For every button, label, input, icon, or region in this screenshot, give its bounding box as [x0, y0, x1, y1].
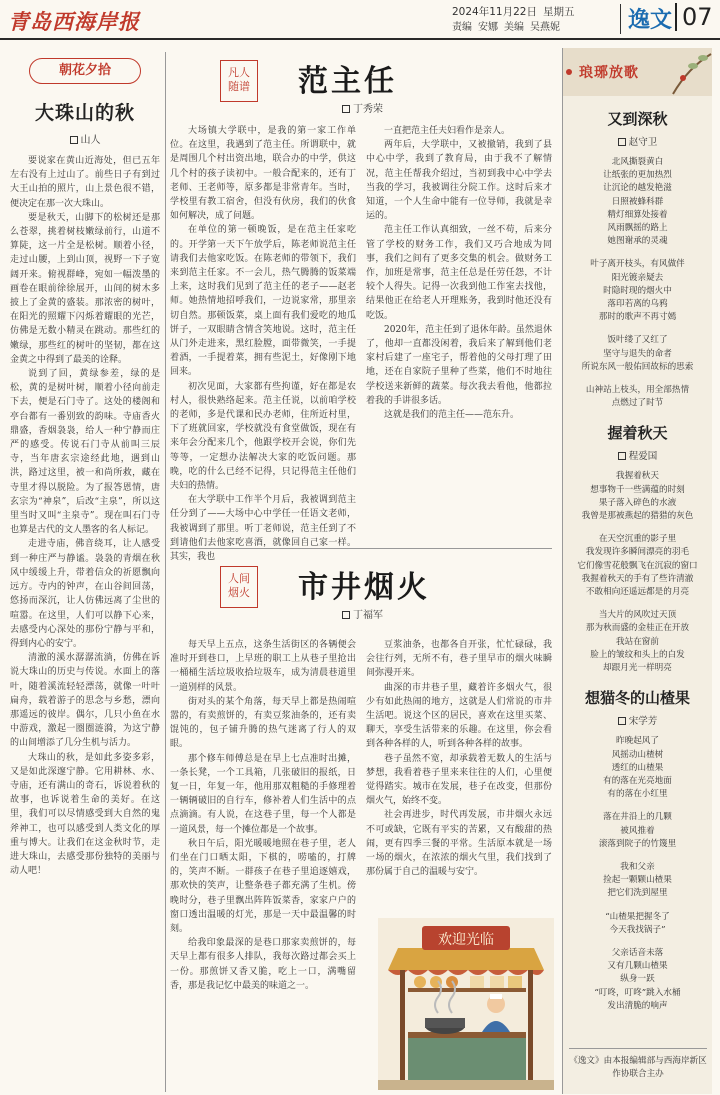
stanza: [569, 861, 706, 901]
byline-square-icon: [618, 717, 626, 725]
issue-info: [452, 5, 637, 35]
poem-line: 脸上的皱纹和头上的白发: [590, 649, 685, 660]
poem-line: 点燃过了时节: [611, 398, 664, 409]
left-column-essay: [10, 52, 160, 1084]
issue-weekday: 星期五: [542, 6, 575, 18]
poem-line: 坚守与退失的命者: [603, 348, 672, 359]
section-divider: [170, 548, 552, 549]
article-column-1: [170, 124, 356, 563]
paragraph: 要说家在黄山近海处，但已五年左右没有上过山了。前些日子有到过大王山拍的照片，山上景色很不错，便决定在那一次大珠山。: [10, 156, 160, 209]
poem-line: 捡起一颗颗山楂果: [603, 875, 672, 886]
column-banner-title: 琅琊放歌: [579, 65, 639, 81]
poem-line: 落在井沿上的几颗: [603, 812, 672, 823]
masthead: [0, 0, 720, 40]
poem-line: 落印若离的乌鸦: [607, 299, 668, 310]
poem-line: 我握着秋天: [616, 471, 659, 482]
poem: [563, 422, 712, 675]
poem-line: 北风撕裂黄白: [611, 157, 664, 167]
editor-credits: [452, 20, 637, 35]
poem-title: 握着秋天: [607, 424, 668, 443]
paragraph: 初次见面，大家都有些拘谨，好在都是农村人，很快熟络起来。范主任说，以前咱学校的老师，多是代课和民办老师，住所近村里，下了班就回家，学校就没有食堂做饭，现在有来年会分配来几个，他跟学校开会说，你们先等等，一定想办法解决大家的吃饭问题。那晚，吃的什么已经不记得，只记得范主任他们夫妇的热情。: [170, 381, 356, 492]
paragraph: 走进寺庙，佛音绕耳，让人感受到一种庄严与静谧。袅袅的青烟在秋风中缓缓上升，带着信众的祈愿飘向远方。寺内的钟声，在山谷间回荡，悠扬而深沉，让人仿佛远离了尘世的喧嚣。在这里，人们可以静下心来，去感受内心深处的那份宁静与平和，得到内心的安宁。: [10, 539, 160, 649]
poem-line: 风雨飘摇的路上: [607, 223, 668, 234]
poem-line: 发出清脆的响声: [607, 1000, 668, 1011]
stamp-line: 人间: [228, 572, 250, 585]
poem-line: 当大片的风吹过天顶: [598, 610, 677, 621]
article-column-2: [366, 124, 552, 544]
poem-line: 在天空沉重的影子里: [598, 534, 677, 545]
paragraph: 秋日午后，阳光暖暖地照在巷子里，老人们坐在门口晒太阳，下棋的，唠嗑的，打牌的，笑声不断。一群孩子在巷子里追逐嬉戏，那欢快的笑声，让整条巷子都充满了生机。傍晚时分，巷子里飘出阵阵饭菜香，家家户户的窗口透出温暖的灯光，那是一天中最温馨的时刻。: [170, 838, 356, 935]
poem-line: 有的落在小红里: [607, 789, 668, 800]
poem-line: 父亲话音未落: [611, 947, 664, 958]
poem-line: 不敢相向还遥远都是的月亮: [585, 587, 690, 598]
article-author: 丁秀荣: [353, 104, 383, 115]
article-byline: [342, 100, 383, 115]
essay-byline: [10, 131, 160, 146]
column-banner: [563, 48, 712, 96]
right-column-poems: [562, 48, 712, 1094]
poem-byline: [569, 448, 706, 462]
stamp-line: 烟火: [228, 586, 250, 599]
stanza: [569, 533, 706, 599]
poem-line: 阳光镀亲疑去: [611, 272, 664, 283]
paragraph: 这就是我们的范主任——范东升。: [384, 410, 520, 421]
designer-name: 吴燕妮: [530, 22, 560, 33]
poem-line: 昨晚起风了: [616, 736, 659, 747]
stanza: [569, 334, 706, 374]
poem-line: 山神站上枝头，用全部热情: [585, 385, 690, 396]
editor-name: 安娜: [478, 22, 498, 33]
poem-line: 滚落到院子的竹篾里: [598, 838, 677, 849]
poem-line: “山楂果把握冬了: [605, 911, 670, 922]
poem-line: 饭叶缕了又红了: [607, 335, 668, 346]
poem-line: 我曾是那被燕起的猎猎的灰色: [581, 511, 694, 522]
article-author: 丁福军: [353, 610, 383, 621]
column-stamp: [220, 566, 258, 608]
paragraph: 两年后，大学联中，又被撤销，我到了县中心中学，我到了教育局，由于我不了解情况，范主任帮我介绍过，当初到我中心中学去当我的学习，我被调往分院工作。这时后来才知道，一个人生命中能有一位导师，我就是幸运的。: [366, 140, 552, 222]
page-number: 07: [675, 3, 713, 31]
poem-line: 风摇动山楂树: [611, 749, 664, 760]
paragraph: 清澈的溪水潺潺流淌，仿佛在诉说大珠山的历史与传说。水面上的落叶，随着溪流轻轻漂荡，就像一叶叶扁舟，载着游子的思念与乡愁，漂向那遥远的彼岸。偶尔，几只小鱼在水中游戏，激起一圈圈涟漪，为这宁静的山间增添了几分生机与活力。: [10, 653, 160, 749]
stamp-line: 随谱: [228, 80, 250, 93]
designer-role: 美编: [504, 22, 524, 33]
poem-line: 我和父亲: [620, 861, 655, 872]
paragraph: 要是秋天，山脚下的松树还是那么苍翠，挑着树枝嫩绿前行，山道不算陡，这一片全是松树。顺着小径，走过山腰，上到山顶，视野一下子宽阔开来。俯视群峰，宛如一幅泼墨的画卷在眼前徐徐展开，山间的树木多披上了金黄的盛装。那浓密的树叶，在阳光的照耀下闪烁着耀眼的光芒，仿佛是无数小精灵在跳动。那些红的嫩绿，那些红的树叶的坚韧，都在这金黄之中得到了最美的诠释。: [10, 212, 160, 365]
poem: [563, 687, 712, 1013]
paragraph: 在单位的第一顿晚饭，是在范主任家吃的。开学第一天下午放学后，陈老师说范主任请我们去他家吃饭。在陈老师的带领下，我们来到范主任家。不一会儿，热气腾腾的饭菜端上来，这时我们见到了范主任的老子——赵老师。她热情地招呼我们，一边说家常，那里亲切自然。那顿饭菜，桌上面有我们爱吃的地瓜饼子，一双眼睛含情含笑地说。这时，范主任从门外走进来，黑红脸膛，面带微笑，一手提着酒，一手提着菜，拥有些泥土，好像刚下地回来。: [170, 225, 356, 378]
poem-line: 叶子离开枝头，有风做伴: [590, 259, 685, 270]
poem-body: [569, 735, 706, 1013]
paragraph: 曲深的市井巷子里，藏着许多烟火气，很少有如此热闹的地方，这就是人们常说的市井生活吧。说这个区的居民，喜欢在这里买菜、聊天，享受生活带来的乐趣。在这里，你会看到各种各样的人，听到各种各样的故事。: [366, 682, 552, 750]
poem-author: 宋学芳: [628, 716, 658, 728]
newspaper-logo: 青岛西海岸报: [8, 9, 140, 34]
poem-line: 它们像雪花般飘飞在沉寂的窗口: [577, 560, 698, 571]
issue-date: 2024年11月22日: [452, 6, 537, 18]
poem-line: 透红的山楂果: [611, 762, 664, 773]
stanza: [569, 470, 706, 523]
poem-author: 赵守卫: [628, 137, 658, 148]
poem-line: 却跟月光一样明亮: [603, 663, 672, 674]
masthead-divider: [620, 4, 621, 34]
poem-line: 我握着秋天的手有了些许清澈: [581, 573, 694, 584]
byline-square-icon: [342, 611, 350, 619]
stanza: [569, 947, 706, 1013]
poem-line: 纵身一跃: [620, 974, 655, 985]
article-title: 市井烟火: [298, 570, 430, 605]
poem-line: 所说东风一般佑回故标的思索: [581, 361, 694, 372]
paragraph: 社会再进步，时代再发展，市井烟火永远不可或缺，它既有平实的苦累，又有酸甜的热闹，更有四季三餐的平常。生活原本就是一场一场的烟火，在浓浓的烟火气里，我们找到了那份属于自己的温暖与安宁。: [366, 810, 552, 878]
stall-drawing: [378, 918, 554, 1090]
paragraph: 一直把范主任夫妇看作是亲人。: [384, 126, 511, 136]
poem-title: 想猫冬的山楂果: [584, 689, 690, 708]
stanza: [569, 384, 706, 410]
section-name: 逸文: [628, 8, 673, 33]
article-fan-zhuren: [170, 48, 552, 115]
column-tag: 朝花夕拾: [29, 58, 141, 84]
street-stall-illustration: [378, 918, 554, 1090]
stanza: [569, 609, 706, 675]
poem-line: 我发现许多瞬间漂亮的羽毛: [585, 547, 690, 558]
paragraph: 2020年，范主任到了退休年龄。虽然退休了，他却一直都没闲着，我后来了解到他们老家村后建了一座宅子，帮着他的父母打理了田地，还在自家院子里种了些菜，他们不时地往学校送来新鲜的蔬菜。每次我去看他，他都拉着我的手讲很多话。: [366, 324, 552, 406]
byline-square-icon: [618, 452, 626, 460]
poem-title: 又到深秋: [607, 110, 668, 128]
article-column-2: [366, 638, 552, 910]
editor-role: 责编: [452, 22, 472, 33]
column-divider: [165, 52, 166, 1092]
poem-line: 又有几颗山楂果: [607, 961, 668, 972]
article-byline: [342, 606, 383, 621]
poem: [563, 108, 712, 410]
poem-line: 我站在窗前: [616, 636, 659, 647]
paragraph: 大场镇大学联中，是我的第一家工作单位。在这里，我遇到了范主任。所谓联中，就是周围几个村出资出地，联合办的中学，供这几个村的孩子读初中。一般合配来的，还有丁老师、王老师等，原多都是非常青年。当时，学校里有教工宿舍，但没有伙房，我们的伙食如何解决，成了问题。: [170, 126, 356, 222]
essay-body: [10, 154, 160, 878]
stamp-line: 凡人: [228, 66, 250, 79]
stanza: [569, 735, 706, 801]
poem-line: 想事物千一些满蕴的时刻: [590, 484, 685, 495]
article-header: [170, 48, 552, 115]
poem-body: [569, 156, 706, 410]
poem-line: 被风推着: [620, 825, 655, 836]
stanza: [569, 811, 706, 851]
poem-line: 精灯细算处接着: [607, 209, 668, 220]
poem-line: 时隐时现的烟火中: [603, 285, 672, 296]
poem-line: 果子落入碎色的水液: [598, 497, 677, 508]
poem-line: 今天我找锅子”: [609, 924, 666, 935]
essay-author: 山人: [80, 135, 101, 146]
poem-line: 那为秋而盛的金桂正在开放: [585, 623, 690, 634]
paragraph: 给我印象最深的是巷口那家卖煎饼的，每天早上都有很多人排队，我每次路过都会买上一份。那煎饼又香又脆，吃上一口，满嘴留香，那是我记忆中最美的味道之一。: [170, 938, 356, 991]
paragraph: 在大学联中工作半个月后，我被调到范主任分到了——大场中心中学任一任语文老师，我被调到了那里。听丁老师说，范主任到了不到请他们去他家吃喜酒，就像回自己家一样。其实，我也: [170, 495, 356, 563]
article-column-1: [170, 638, 356, 1090]
poem-byline: [569, 713, 706, 727]
paragraph: 巷子虽然不宽，却承载着无数人的生活与梦想，我看着巷子里来来往往的人们，心里便觉得踏实。城市在发展，巷子在改变，但那份烟火气，始终不变。: [366, 753, 552, 807]
paragraph: 豆浆油条，也都各自开张，忙忙碌碌，我会往行列，无所不有，巷子里早市的烟火味瞬间弥漫开来。: [366, 640, 552, 679]
byline-square-icon: [70, 136, 78, 144]
poem-line: 她图谢承的灵魂: [607, 236, 668, 247]
poem-line: 把它们洗到屋里: [607, 888, 668, 899]
article-body-columns: [170, 124, 552, 563]
byline-square-icon: [342, 105, 350, 113]
paragraph: 大珠山的秋，是如此多姿多彩，又是如此深邃宁静。它用耕林、水、寺庙，还有满山的奇石，诉说着秋的故事，也诉说着生命的美好。在这里，我们可以尽情感受到大自然的鬼斧神工，也可以感受到人类文化的厚重与博大。让我们在这金秋时节，走进大珠山，去感受那份独特的美丽与动人吧！: [10, 752, 160, 877]
poem-line: 那时的歌声不再寸嫣: [598, 312, 677, 323]
paragraph: 街对头的某个角落，每天早上都是热闹喧嚣的，有卖煎饼的，有卖豆浆油条的，还有卖馄饨的，包子铺升腾的热气迷离了行人的双眼。: [170, 696, 356, 750]
stanza: [569, 258, 706, 324]
paragraph: 说到了回，黄绿参差，绿的是松，黄的是树叶树，顺着小径向前走下去，便是石门寺了。这处的楼阁和亭台都有一番别致的韵味。寺庙香火鼎盛，香烟袅袅，给人一种宁静而庄严的感受。传说石门寺从前叫三辰寺，当年唐玄宗途经此地，遇到山洪，路过这里，被一和尚所救，藏在寺里才得以脱险。为了报答恩情，唐玄宗为“神泉”，后改“主泉”，所以这里当时又叫“主泉寺”。现在叫石门寺也算是古代的文人墨客的名人标记。: [10, 369, 160, 536]
paragraph: 每天早上五点，这条生活街区的各辆便会准时开到巷口，上早班的职工上从巷子里抢出一桶桶生活垃圾收拾垃圾车，成为清晨巷道里一道别样的风景。: [170, 640, 356, 693]
article-shijing-yanhuo: [170, 554, 552, 621]
paragraph: 那个修车师傅总是在早上七点准时出摊，一条长凳，一个工具箱，几张破旧的报纸，日复一日，年复一年，他用那双粗糙的手修理着一辆辆破旧的自行车，修补着人们生活中的点点滴滴。有人说，在这巷子里，每一个人都是一道风景，每一个摊位都是一个故事。: [170, 753, 356, 835]
poem-author: 程爱国: [628, 451, 658, 463]
poem-body: [569, 470, 706, 675]
column-footnote: 《逸文》由本报编辑部与西海岸新区作协联合主办: [569, 1048, 707, 1081]
poem-line: 让沉论的越发艳滋: [603, 183, 672, 194]
column-stamp: [220, 60, 258, 102]
article-header: [170, 554, 552, 621]
poem-line: 有的落在光亮地面: [603, 775, 672, 786]
byline-square-icon: [618, 138, 626, 146]
poem-byline: [569, 134, 706, 148]
poem-line: 日照被蜂科群: [611, 196, 664, 207]
stall-sign: 欢迎光临: [438, 932, 494, 948]
stanza: [569, 911, 706, 937]
poem-line: “叮咚，叮咚”跳入水桶: [594, 987, 681, 998]
essay-title: 大珠山的秋: [34, 102, 135, 124]
article-title: 范主任: [298, 64, 397, 99]
stanza: [569, 156, 706, 248]
poem-line: 让纸张的更加热烈: [603, 170, 672, 181]
paragraph: 范主任工作认真细致，一丝不苟，后来分管了学校的财务工作，我们又巧合地成为同事，我们之间有了更多交集的机会。做财务工作，加班是常事，范主任总是任劳任怨，不计较个人得失。记得一次我到他工作室去找他，结果他正在给老人开理账务，我到时他还没有吃饭。: [366, 225, 552, 321]
